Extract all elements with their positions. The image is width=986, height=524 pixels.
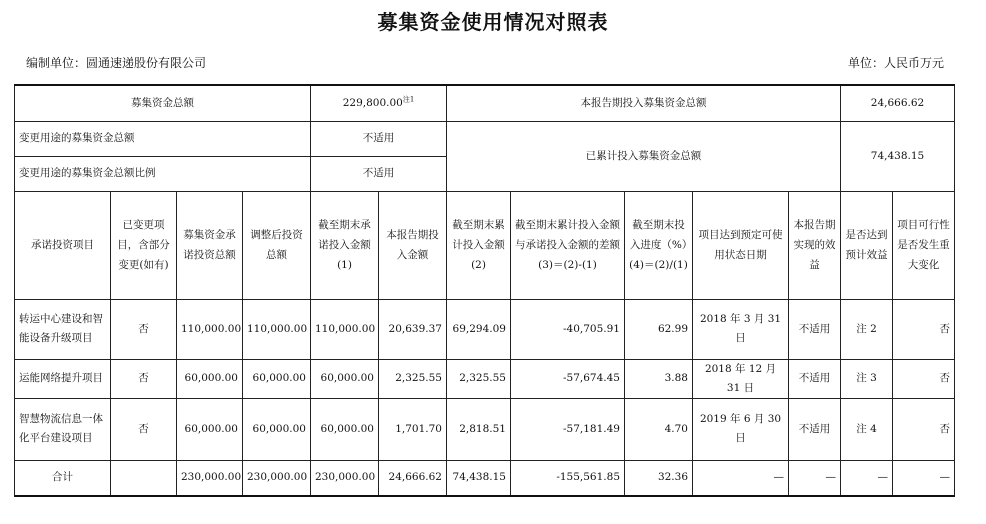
header-project: 承诺投资项目	[15, 191, 111, 299]
period-input-cell: 2,325.55	[379, 359, 447, 398]
changed-total-value: 不适用	[311, 121, 447, 156]
total-funds-label: 募集资金总额	[15, 85, 311, 121]
committed-to-date-cell: 60,000.00	[311, 359, 379, 398]
total-period-input: 24,666.62	[379, 460, 447, 496]
difference-cell: -57,674.45	[511, 359, 625, 398]
progress-cell: 62.99	[625, 299, 693, 359]
total-adjusted: 230,000.00	[243, 460, 311, 496]
total-benefit: —	[789, 460, 841, 496]
feasibility-cell: 否	[893, 398, 955, 460]
ready-date-cell: 2019 年 6 月 30 日	[693, 398, 789, 460]
project-name: 智慧物流信息一体化平台建设项目	[15, 398, 111, 460]
achieved-cell: 注 2	[841, 299, 893, 359]
cumulative-cell: 69,294.09	[447, 299, 511, 359]
committed-to-date-cell: 110,000.00	[311, 299, 379, 359]
header-cumulative: 截至期末累计投入金额(2)	[447, 191, 511, 299]
table-row	[15, 359, 955, 398]
progress-cell: 3.88	[625, 359, 693, 398]
achieved-cell: 注 4	[841, 398, 893, 460]
header-ready-date: 项目达到预定可使用状态日期	[693, 191, 789, 299]
achieved-cell: 注 3	[841, 359, 893, 398]
benefit-cell: 不适用	[789, 359, 841, 398]
cumulative-cell: 2,325.55	[447, 359, 511, 398]
table-row	[15, 398, 955, 460]
compiler-label: 编制单位：圆通速递股份有限公司	[26, 56, 207, 70]
adjusted-cell: 110,000.00	[243, 299, 311, 359]
cumulative-input-value: 74,438.15	[841, 121, 955, 191]
progress-cell: 4.70	[625, 398, 693, 460]
ready-date-cell: 2018 年 12 月 31 日	[693, 359, 789, 398]
header-feasibility: 项目可行性是否发生重大变化	[893, 191, 955, 299]
total-cumulative: 74,438.15	[447, 460, 511, 496]
header-period-input: 本报告期投入金额	[379, 191, 447, 299]
total-achieved: —	[841, 460, 893, 496]
period-input-cell: 20,639.37	[379, 299, 447, 359]
adjusted-cell: 60,000.00	[243, 359, 311, 398]
changed-cell: 否	[111, 299, 177, 359]
difference-cell: -57,181.49	[511, 398, 625, 460]
total-funds-note: 注1	[402, 95, 415, 104]
feasibility-cell: 否	[893, 359, 955, 398]
project-name: 转运中心建设和智能设备升级项目	[15, 299, 111, 359]
committed-cell: 110,000.00	[177, 299, 243, 359]
unit-label: 单位：人民币万元	[847, 56, 944, 70]
funds-usage-table	[14, 84, 955, 497]
total-row	[15, 460, 955, 496]
benefit-cell: 不适用	[789, 299, 841, 359]
feasibility-cell: 否	[893, 299, 955, 359]
committed-cell: 60,000.00	[177, 359, 243, 398]
table-row	[15, 299, 955, 359]
header-committed: 募集资金承诺投资总额	[177, 191, 243, 299]
period-input-cell: 1,701.70	[379, 398, 447, 460]
committed-cell: 60,000.00	[177, 398, 243, 460]
adjusted-cell: 60,000.00	[243, 398, 311, 460]
benefit-cell: 不适用	[789, 398, 841, 460]
period-input-value: 24,666.62	[841, 85, 955, 121]
total-date: —	[693, 460, 789, 496]
header-achieved: 是否达到预计效益	[841, 191, 893, 299]
changed-cell: 否	[111, 398, 177, 460]
changed-ratio-label: 变更用途的募集资金总额比例	[15, 156, 311, 191]
changed-total-label: 变更用途的募集资金总额	[15, 121, 311, 156]
total-committed-to-date: 230,000.00	[311, 460, 379, 496]
total-funds-cell	[311, 85, 447, 121]
header-committed-to-date: 截至期末承诺投入金额(1)	[311, 191, 379, 299]
header-adjusted: 调整后投资总额	[243, 191, 311, 299]
header-difference: 截至期末累计投入金额与承诺投入金额的差额(3)＝(2)-(1)	[511, 191, 625, 299]
header-progress: 截至期末投入进度（%）(4)＝(2)/(1)	[625, 191, 693, 299]
changed-cell: 否	[111, 359, 177, 398]
ready-date-cell: 2018 年 3 月 31 日	[693, 299, 789, 359]
project-name: 运能网络提升项目	[15, 359, 111, 398]
total-changed	[111, 460, 177, 496]
header-changed: 已变更项目，含部分变更(如有)	[111, 191, 177, 299]
total-progress: 32.36	[625, 460, 693, 496]
page-title: 募集资金使用情况对照表	[377, 10, 609, 34]
total-funds-value: 229,800.00	[342, 96, 403, 109]
changed-ratio-value: 不适用	[311, 156, 447, 191]
total-committed: 230,000.00	[177, 460, 243, 496]
committed-to-date-cell: 60,000.00	[311, 398, 379, 460]
total-label: 合计	[15, 460, 111, 496]
period-input-label: 本报告期投入募集资金总额	[447, 85, 841, 121]
cumulative-cell: 2,818.51	[447, 398, 511, 460]
total-feasibility: —	[893, 460, 955, 496]
difference-cell: -40,705.91	[511, 299, 625, 359]
header-benefit: 本报告期实现的效益	[789, 191, 841, 299]
cumulative-input-label: 已累计投入募集资金总额	[447, 121, 841, 191]
total-difference: -155,561.85	[511, 460, 625, 496]
